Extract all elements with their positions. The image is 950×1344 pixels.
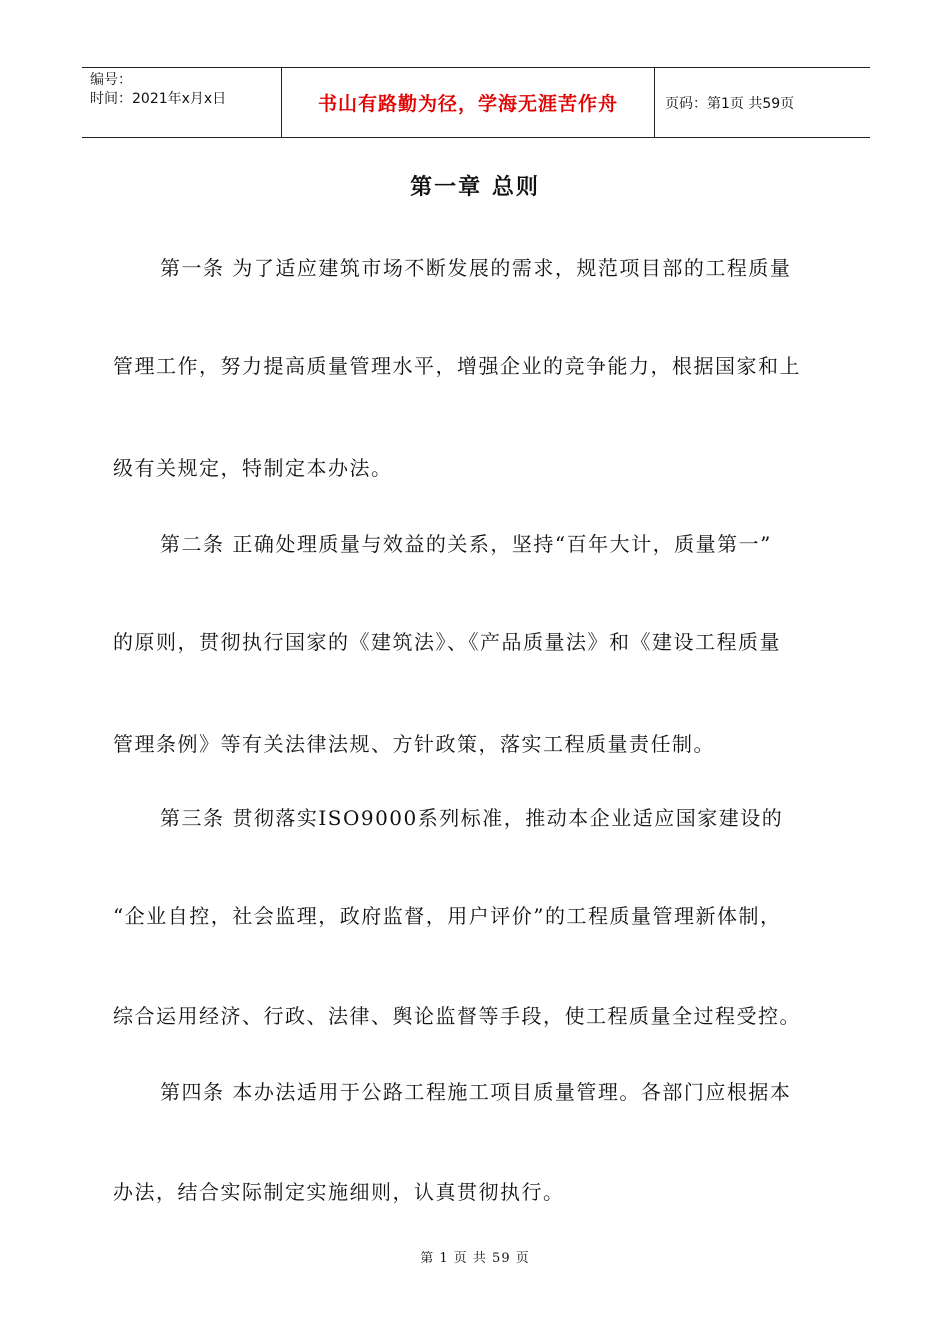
- header-meta-cell: [82, 68, 282, 137]
- article-3-line-1: 第三条 贯彻落实ISO9000系列标准，推动本企业适应国家建设的: [160, 806, 784, 830]
- article-4-line-1: 第四条 本办法适用于公路工程施工项目质量管理。各部门应根据本: [160, 1080, 792, 1104]
- time-label: 时间：2021年x月x日: [90, 91, 227, 107]
- article-2-line-3: 管理条例》等有关法律法规、方针政策，落实工程质量责任制。: [113, 732, 715, 756]
- header-motto: 书山有路勤为径，学海无涯苦作舟: [282, 68, 655, 137]
- header-page-info: 页码：第1页 共59页: [665, 95, 795, 112]
- number-label: 编号：: [90, 72, 132, 88]
- article-2-line-1: 第二条 正确处理质量与效益的关系，坚持“百年大计，质量第一”: [160, 532, 772, 556]
- article-1-line-3: 级有关规定，特制定本办法。: [113, 456, 393, 480]
- article-4-line-2: 办法，结合实际制定实施细则，认真贯彻执行。: [113, 1180, 565, 1204]
- article-3-line-2: “企业自控，社会监理，政府监督，用户评价”的工程质量管理新体制，: [113, 904, 782, 928]
- article-1-line-2: 管理工作，努力提高质量管理水平，增强企业的竞争能力，根据国家和上: [113, 354, 801, 378]
- article-3-line-3: 综合运用经济、行政、法律、舆论监督等手段，使工程质量全过程受控。: [113, 1004, 801, 1028]
- page-footer: 第 1 页 共 59 页: [420, 1251, 530, 1266]
- header-table: [82, 67, 870, 138]
- article-1-line-1: 第一条 为了适应建筑市场不断发展的需求，规范项目部的工程质量: [160, 256, 792, 280]
- article-2-line-2: 的原则，贯彻执行国家的《建筑法》、《产品质量法》和《建设工程质量: [113, 630, 781, 654]
- chapter-title: 第一章 总则: [410, 175, 540, 200]
